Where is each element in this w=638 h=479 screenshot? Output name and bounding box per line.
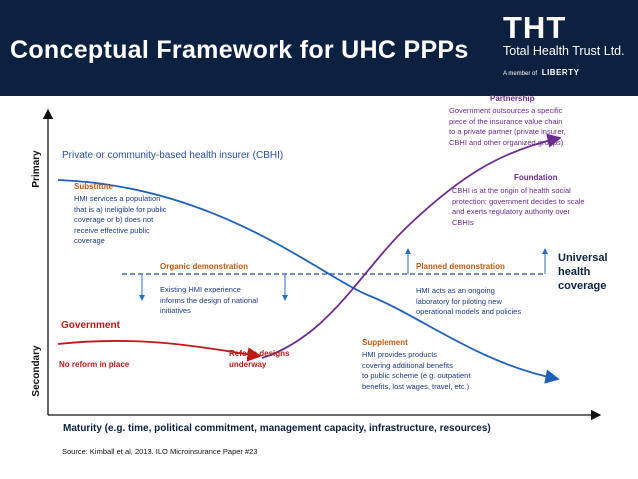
logo-name: Total Health Trust Ltd. — [503, 44, 625, 58]
partnership-body: Government outsources a specific piece of the insurance value chain to a private partner (private insurer, CBHI and other organized groups) — [449, 106, 566, 147]
x-axis-label: Maturity (e.g. time, political commitment, management capacity, infrastructure, resources) — [63, 423, 491, 434]
tht-logo — [503, 12, 633, 92]
liberty-brand: LIBERTY — [541, 68, 580, 77]
government-label: Government — [61, 320, 120, 331]
header-banner — [0, 0, 638, 96]
member-text: A member of — [503, 71, 538, 77]
organic-body: Existing HMI experience informs the design of national initiatives — [160, 285, 258, 315]
substitute-body: HMI services a population that is a) ineligible for public coverage or b) does not receive effective public coverage — [74, 194, 167, 245]
member-line — [503, 68, 579, 77]
no-reform-label: No reform in place — [59, 360, 130, 369]
organic-title: Organic demonstration — [160, 262, 249, 271]
planned-body: HMI acts as an ongoing laboratory for piloting new operational models and policies — [416, 286, 522, 316]
substitute-title: Substitute — [74, 182, 114, 191]
universal-health-coverage-label: Universal health coverage — [558, 252, 608, 292]
source-note: Source: Kimball et al, 2013. ILO Microinsurance Paper #23 — [62, 447, 258, 456]
planned-title: Planned demonstration — [416, 262, 505, 271]
partnership-title: Partnership — [490, 94, 535, 103]
reform-designs-label: Reform designs underway — [229, 349, 290, 369]
supplement-title: Supplement — [362, 338, 408, 347]
foundation-body: CBHI is at the origin of health social protection; government decides to scale and exerts regulatory authority over CBHIs — [452, 186, 585, 227]
cbhi-label: Private or community-based health insurer (CBHI) — [62, 150, 284, 161]
y-axis-secondary-label: Secondary — [31, 345, 42, 397]
y-axis-primary-label: Primary — [31, 150, 42, 188]
supplement-body: HMI provides products covering additional benefits to public scheme (e.g. outpatient benefits, lost wages, travel, etc.) — [362, 350, 471, 391]
foundation-title: Foundation — [514, 173, 558, 182]
purple-curve — [262, 138, 560, 358]
logo-mark: THT — [503, 10, 567, 45]
slide-title: Conceptual Framework for UHC PPPs — [10, 36, 469, 64]
